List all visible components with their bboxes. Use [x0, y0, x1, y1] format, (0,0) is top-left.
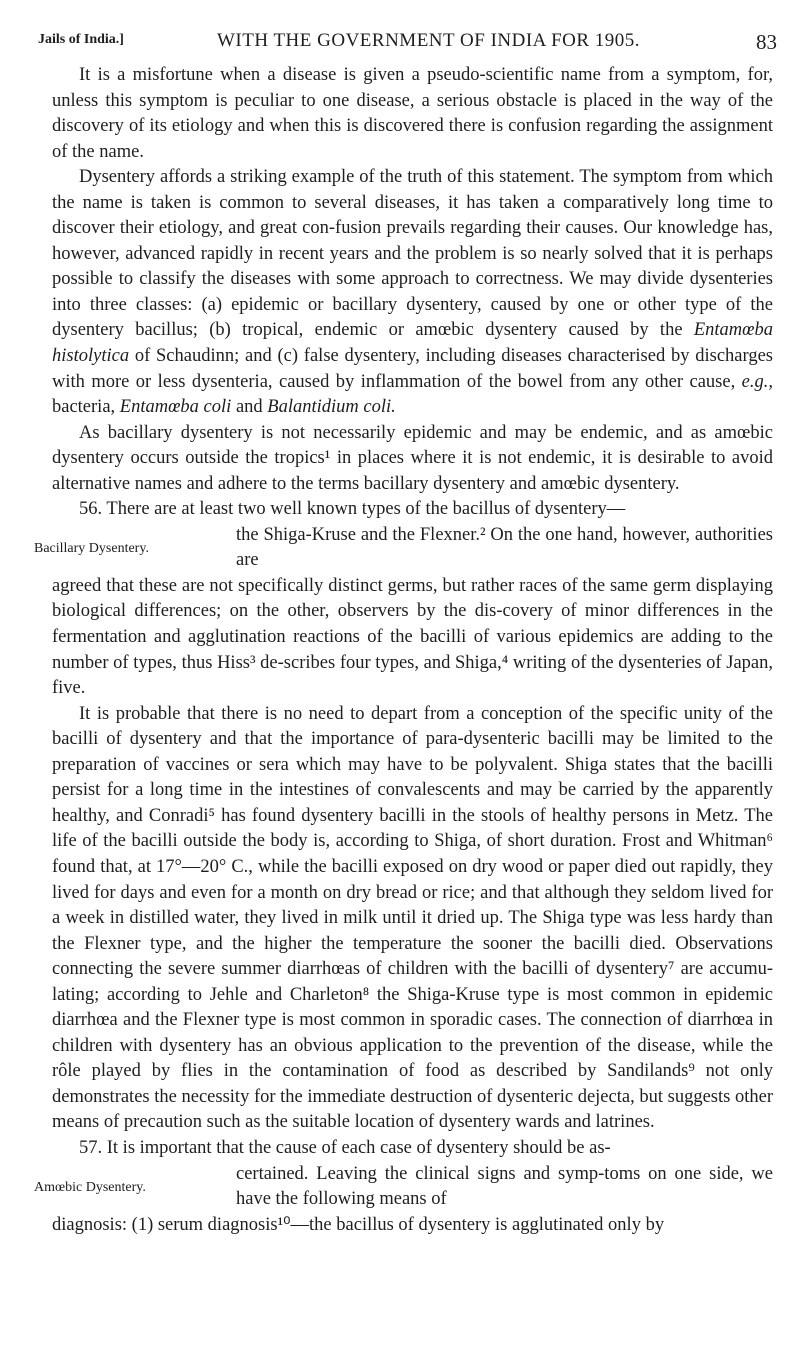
- species-name: Balantidium coli.: [267, 397, 396, 418]
- paragraph-dysentery-classes: [52, 165, 773, 420]
- paragraph-text: There are at least two well known types of the bacillus of dysentery—: [106, 499, 626, 520]
- paragraph-text: agreed that these are not specifically distinct germs, but rather races of the same germ displaying biological differences; on the other, observers by the dis-covery of minor differences in the fermentation and agglutination reactions of the bacilli of various epidemics are adding to the number of types, thus Hiss³ de-scribes four types, and Shiga,⁴ writing of the dysenteries of Japan, five.: [52, 575, 773, 699]
- running-header: [38, 30, 777, 56]
- paragraph-terminology: [52, 421, 773, 498]
- paragraph-text: the Shiga-Kruse and the Flexner.² On the one hand, however, authorities are: [236, 524, 773, 571]
- paragraph-56: [52, 497, 773, 523]
- paragraph-number: 56.: [79, 499, 103, 520]
- species-name: Entamœba coli: [119, 397, 232, 418]
- side-block-56: [34, 523, 773, 574]
- margin-note-amoebic: Amœbic Dysentery.: [34, 1179, 146, 1195]
- paragraph-intro: [52, 63, 773, 165]
- page-number: 83: [756, 30, 777, 54]
- abbreviation: e.g.,: [741, 371, 773, 392]
- paragraph-57: [52, 1136, 773, 1162]
- paragraph-number: 57.: [79, 1137, 103, 1158]
- paragraph-text: Dysentery affords a striking example of the truth of this statement. The symptom from which the name is taken is common to several diseases, it has taken a comparatively long time to discover their etiology, and great con-fusion prevails regarding their causes. Our knowledge has, however, advanced rapidly in recent years and the problem is so nearly solved that it is perhaps possible to classify the diseases with some approach to correctness. We may divide dysenteries into three classes: (a) epidemic or bacillary dysentery, caused by one or other type of the dysentery bacillus; (b) tropical, endemic or amœbic dysentery caused by the: [52, 167, 773, 341]
- header-title: WITH THE GOVERNMENT OF INDIA FOR 1905.: [216, 30, 641, 51]
- paragraph-text: It is probable that there is no need to depart from a conception of the specific unity of the bacilli of dysentery and that the importance of para-dysenteric bacilli may be limited to the preparation of vaccines or sera which may have to be polyvalent. Shiga states that the bacilli persist for a long time in the intestines of convalescents and may be carried by the apparently healthy, and Conradi⁵ has found dysentery bacilli in the stools of healthy persons in Metz. The life of the bacilli outside the body is, according to Shiga, of short duration. Frost and Whitman⁶ found that, at 17°—20° C., while the bacilli exposed on dry wood or paper died out rapidly, they lived for days and even for a month on dry bread or rice; and that although they seldom lived for a week in distilled water, they lived in milk until it dried up. The Shiga type was less hardy than the Flexner type, and the higher the temperature the sooner the bacilli died. Observations connecting the severe summer diarrhœas of children with the bacilli of dysentery⁷ are accumu-lating; according to Jehle and Charleton⁸ the Shiga-Kruse type is most common in epidemic diarrhœa and the Flexner type is most common in sporadic cases. The connection of diarrhœa in children with dysentery has an obvious application to the prevention of the disease, while the rôle played by flies in the contamination of food as described by Sandilands⁹ not only demonstrates the necessity for the immediate destruction of dysenteric dejecta, but suggests other means of precaution such as the suitable location of dysentery wards and latrines.: [52, 703, 773, 1133]
- paragraph-text: It is a misfortune when a disease is given a pseudo-scientific name from a symptom, for, unless this symptom is peculiar to one disease, a serious obstacle is placed in the way of the discovery of its etiology and when this is discovered there is confusion regarding the assignment of the name.: [52, 65, 773, 162]
- paragraph-57-continued: [52, 1213, 773, 1239]
- species-name: Entamœba histolytica: [52, 320, 773, 367]
- header-section-label: Jails of India.]: [38, 32, 124, 47]
- body-text: [34, 63, 773, 1238]
- paragraph-text: diagnosis: (1) serum diagnosis¹⁰—the bacillus of dysentery is agglutinated only by: [52, 1214, 665, 1235]
- side-block-57: [34, 1162, 773, 1213]
- paragraph-text: certained. Leaving the clinical signs and symp-toms on one side, we have the following means of: [236, 1163, 773, 1210]
- paragraph-text: It is important that the cause of each case of dysentery should be as-: [106, 1137, 611, 1158]
- margin-note-bacillary: Bacillary Dysentery.: [34, 540, 149, 556]
- paragraph-text: of Schaudinn; and (c) false dysentery, including diseases characterised by discharges with more or less dysenteria, caused by inflammation of the bowel from any other cause,: [52, 346, 773, 392]
- paragraph-bacilli-life: [52, 702, 773, 1136]
- paragraph-56-continued: [52, 574, 773, 702]
- paragraph-text: bacteria,: [52, 397, 120, 418]
- paragraph-text: As bacillary dysentery is not necessarily epidemic and may be endemic, and as amœbic dysentery occurs outside the tropics¹ in places where it is not endemic, it is desirable to avoid alternative names and adhere to the terms bacillary dysentery and amœbic dysentery.: [52, 422, 773, 494]
- paragraph-text: and: [231, 397, 268, 418]
